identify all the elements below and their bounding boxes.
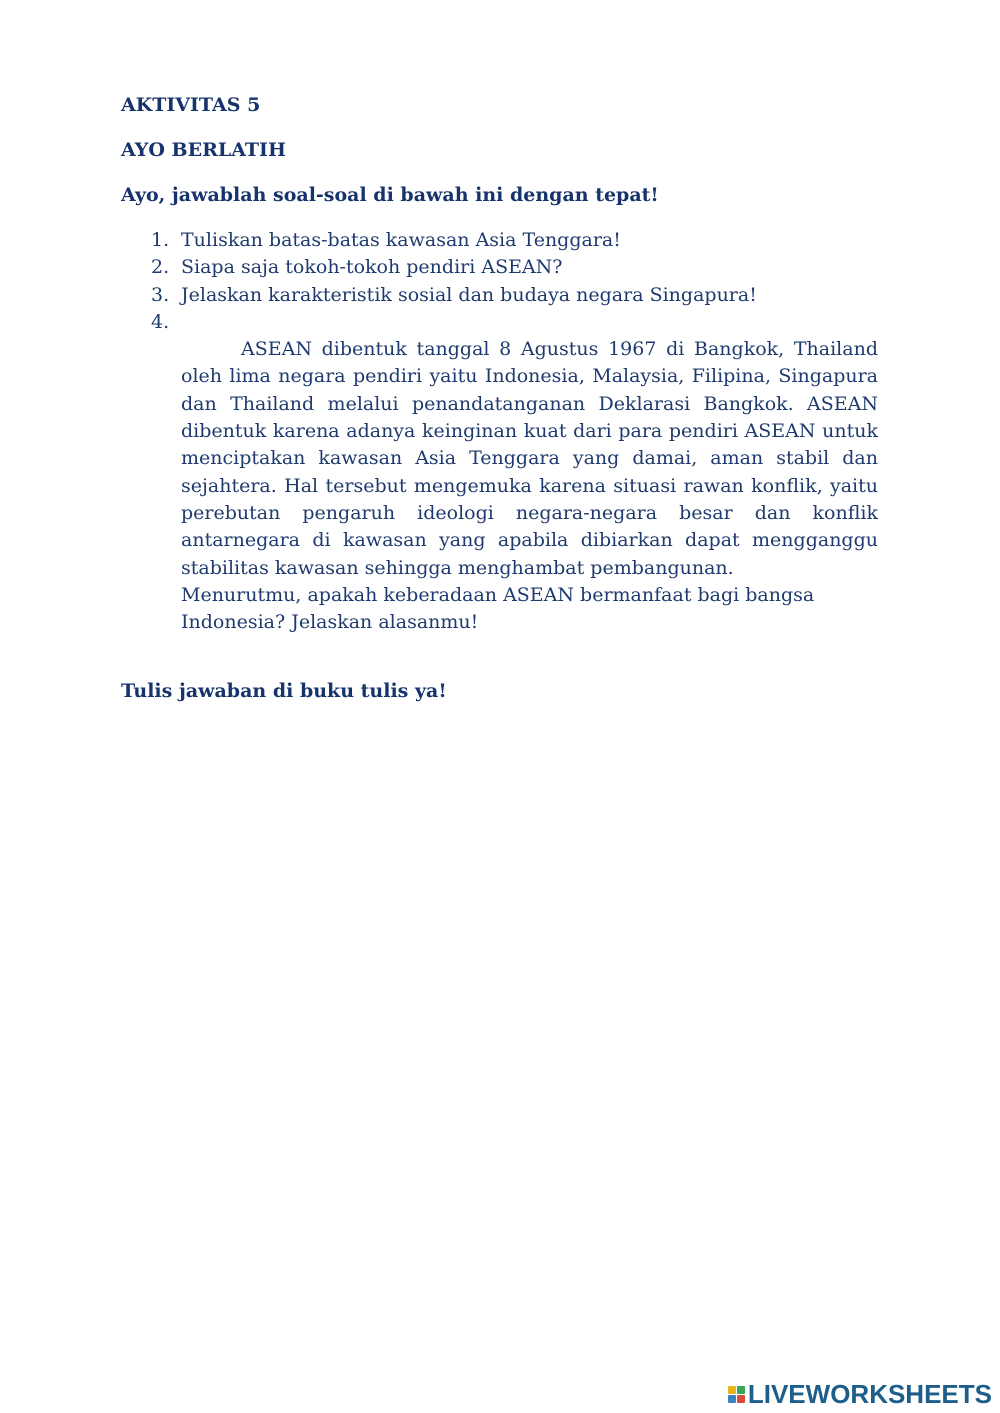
question-item-3 <box>121 282 881 309</box>
question-number: 3. <box>151 283 170 306</box>
question-number: 2. <box>151 256 170 279</box>
question-text: Menurutmu, apakah keberadaan ASEAN bermanfaat bagi bangsa Indonesia? Jelaskan alasanmu! <box>181 583 815 634</box>
logo-block <box>728 1386 736 1394</box>
question-text: Jelaskan karakteristik sosial dan budaya negara Singapura! <box>181 283 757 306</box>
question-number: 4. <box>151 310 170 333</box>
question-item-4 <box>121 309 881 637</box>
question-number: 1. <box>151 229 170 251</box>
number-line-spacer <box>181 309 881 336</box>
question-item-2 <box>121 254 881 281</box>
logo-text: LIVEWORKSHEETS <box>747 1378 992 1409</box>
logo-block <box>728 1395 736 1403</box>
question-list <box>121 227 881 636</box>
logo-block <box>737 1395 745 1403</box>
question-text: Tuliskan batas-batas kawasan Asia Tenggara! <box>181 229 621 251</box>
section-title: AYO BERLATIH <box>121 139 286 161</box>
logo-blocks-icon <box>728 1386 745 1403</box>
closing-note: Tulis jawaban di buku tulis ya! <box>121 680 447 702</box>
activity-title: AKTIVITAS 5 <box>121 94 261 116</box>
logo-block <box>737 1386 745 1394</box>
question-text: Siapa saja tokoh-tokoh pendiri ASEAN? <box>181 256 563 279</box>
question-item-1 <box>121 227 881 254</box>
instruction-text: Ayo, jawablah soal-soal di bawah ini dengan tepat! <box>121 184 659 206</box>
liveworksheets-logo <box>728 1379 992 1409</box>
reading-passage: ASEAN dibentuk tanggal 8 Agustus 1967 di Bangkok, Thailand oleh lima negara pendiri yaitu Indonesia, Malaysia, Filipina, Singapura dan Thailand melalui penandatanganan Deklarasi Bangkok. ASEAN dibentuk karena adanya keinginan kuat dari para pendiri ASEAN untuk menciptakan kawasan Asia Tenggara yang damai, aman stabil dan sejahtera. Hal tersebut mengemuka karena situasi rawan konflik, yaitu perebutan pengaruh ideologi negara-negara besar dan konflik antarnegara di kawasan yang apabila dibiarkan dapat mengganggu stabilitas kawasan sehingga menghambat pembangunan. <box>181 338 878 579</box>
